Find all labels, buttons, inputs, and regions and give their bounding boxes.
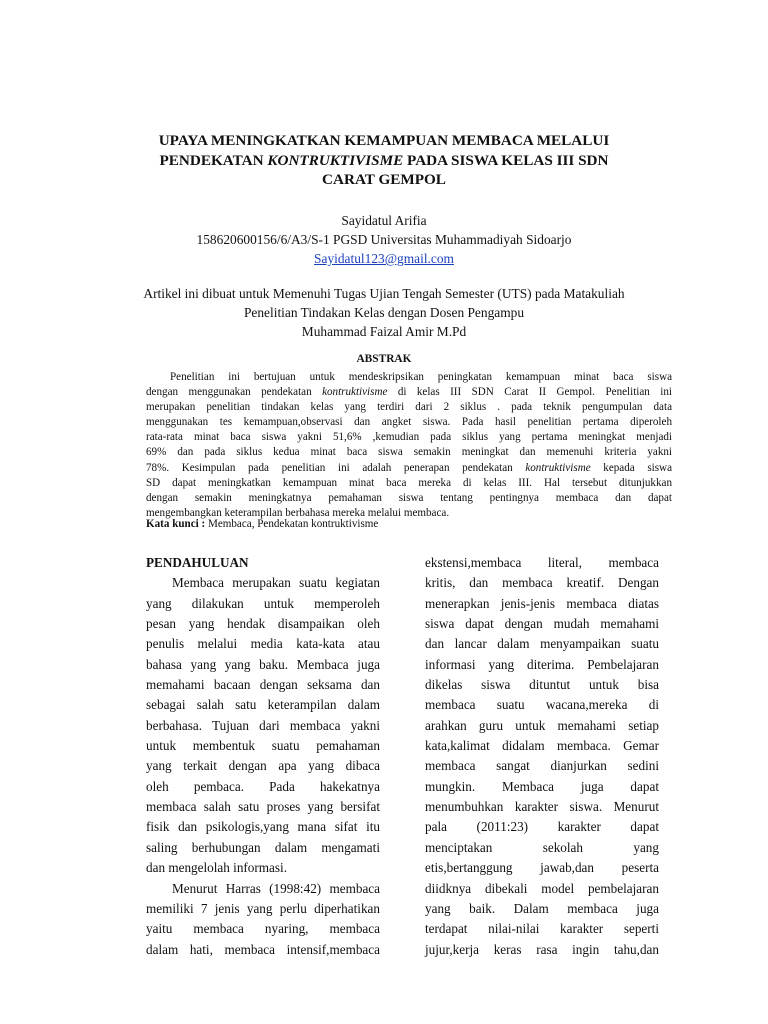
body-line: membaca salah satu proses yang bersifat [146, 799, 380, 815]
abstract-body [146, 370, 672, 521]
body-line: Membaca merupakan suatu kegiatan [172, 575, 380, 591]
body-line: berbahasa. Tujuan dari membaca yakni [146, 717, 380, 733]
abstract-line: menggunakan tes kemampuan,observasi dan angket siswa. Pada hasil penelitian pertama diperoleh [146, 416, 672, 429]
body-line: mungkin. Membaca juga dapat [425, 778, 659, 794]
abstract-italic-term: kontruktivisme [525, 461, 591, 474]
body-column-right [425, 553, 659, 960]
body-line: arahkan guru untuk memahami setiap [425, 717, 659, 733]
title-line-3: CARAT GEMPOL [322, 171, 446, 188]
body-line: untuk membentuk suatu pemahaman [146, 738, 380, 754]
keywords-label: Kata kunci : [146, 518, 206, 530]
body-line: saling berhubungan dalam mengamati [146, 839, 380, 855]
abstract-line: rata-rata minat baca siswa yakni 51,6% ,kemudian pada siklus yang pertama meningkat menjadi [146, 431, 672, 444]
author-name: Sayidatul Arifia [341, 213, 427, 228]
abstract-line: mengembangkan keterampilan berbahasa mereka melalui membaca. [146, 506, 450, 519]
abstract-line: SD dapat meningkatkan kemampuan minat baca mereka di kelas III. Hal tersebut ditunjukkan [146, 476, 672, 489]
abstract-line [146, 385, 672, 400]
body-line: penulis melalui media kata-kata atau [146, 636, 380, 652]
abstract-italic-term: kontruktivisme [322, 386, 388, 399]
abstract-text: dengan menggunakan pendekatan [146, 386, 323, 399]
note-line-1: Artikel ini dibuat untuk Memenuhi Tugas Ujian Tengah Semester (UTS) pada Matakuliah [143, 286, 625, 301]
body-column-left [146, 553, 380, 960]
keywords-value: Membaca, Pendekatan kontruktivisme [205, 518, 379, 530]
title-line-1: UPAYA MENINGKATKAN KEMAMPUAN MEMBACA MELALUI [158, 132, 610, 149]
body-line: memiliki 7 jenis yang perlu diperhatikan [146, 900, 380, 916]
abstract-line: merupakan penelitian tindakan kelas yang terdiri dari 2 siklus . pada teknik pengumpulan data [146, 401, 672, 414]
title-line-2-prefix: PENDEKATAN [159, 151, 268, 169]
body-line: sebagai salah satu keterampilan dalam [146, 697, 380, 713]
body-line: pesan yang hendak disampaikan oleh [146, 616, 380, 632]
author-affiliation: 158620600156/6/A3/S-1 PGSD Universitas Muhammadiyah Sidoarjo [196, 232, 572, 247]
body-line: fisik dan psikologis,yang mana sifat itu [146, 819, 380, 835]
body-line: etis,bertanggung jawab,dan peserta [425, 860, 659, 876]
abstract-heading: ABSTRAK [356, 353, 412, 365]
keywords [146, 517, 378, 532]
article-note [100, 284, 668, 341]
body-line: membaca suatu wacana,mereka di [425, 697, 659, 713]
body-line: memahami bacaan dengan seksama dan [146, 677, 380, 693]
body-line: siswa dapat dengan mudah memahami [425, 616, 659, 632]
author-block [100, 211, 668, 268]
body-line: informasi yang diterima. Pembelajaran [425, 656, 659, 672]
body-line: yang baik. Dalam membaca juga [425, 900, 659, 916]
title-line-2 [120, 151, 648, 171]
body-line: yang dilakukan untuk memperoleh [146, 595, 380, 611]
paper-title [120, 131, 648, 190]
note-line-2: Penelitian Tindakan Kelas dengan Dosen Pengampu [243, 305, 525, 320]
body-line: dan lancar dalam menyampaikan suatu [425, 636, 659, 652]
body-line: oleh pembaca. Pada hakekatnya [146, 778, 380, 794]
abstract-line: dengan semakin meningkatnya pemahaman siswa tentang pentingnya membaca dan dapat [146, 491, 672, 504]
abstract-text: kepada siswa [590, 461, 672, 474]
body-line: menumbuhkan karakter siswa. Menurut [425, 799, 659, 815]
body-line: jujur,kerja keras rasa ingin tahu,dan [425, 941, 659, 957]
body-line: menerapkan jenis-jenis membaca diatas [425, 595, 659, 611]
section-heading-pendahuluan: PENDAHULUAN [146, 555, 249, 570]
body-line: diidknya dibekali model pembelajaran [425, 880, 659, 896]
abstract-text: di kelas III SDN Carat II Gempol. Penelitian ini [387, 386, 672, 399]
body-line: bahasa yang yang baku. Membaca juga [146, 656, 380, 672]
body-line: terdapat nilai-nilai karakter seperti [425, 921, 659, 937]
body-line: membaca sangat dianjurkan sedini [425, 758, 659, 774]
note-line-3: Muhammad Faizal Amir M.Pd [301, 324, 467, 339]
body-line: menciptakan sekolah yang [425, 839, 659, 855]
body-line: yang terkait dengan apa yang dibaca [146, 758, 380, 774]
body-line: kata,kalimat didalam membaca. Gemar [425, 738, 659, 754]
body-line: ekstensi,membaca literal, membaca [425, 555, 659, 570]
abstract-text: 78%. Kesimpulan pada penelitian ini adalah penerapan pendekatan [146, 461, 526, 474]
body-line: dan mengelolah informasi. [146, 860, 287, 876]
title-line-2-italic: KONTRUKTIVISME [267, 151, 404, 169]
title-line-2-suffix: PADA SISWA KELAS III SDN [403, 151, 609, 169]
body-line: Menurut Harras (1998:42) membaca [172, 880, 380, 896]
abstract-line [146, 461, 672, 476]
abstract-line: Penelitian ini bertujuan untuk mendeskripsikan peningkatan kemampuan minat baca siswa [170, 371, 672, 383]
abstract-line: 69% dan pada siklus kedua minat baca siswa semakin meningkat dan memenuhi kriteria yakni [146, 446, 672, 459]
body-line: pala (2011:23) karakter dapat [425, 819, 659, 835]
body-line: kritis, dan membaca kreatif. Dengan [425, 575, 659, 591]
body-line: dalam hati, membaca intensif,membaca [146, 941, 380, 957]
author-email-link[interactable]: Sayidatul123@gmail.com [314, 251, 454, 266]
body-line: yaitu membaca nyaring, membaca [146, 921, 380, 937]
body-line: dikelas siswa dituntut untuk bisa [425, 677, 659, 693]
